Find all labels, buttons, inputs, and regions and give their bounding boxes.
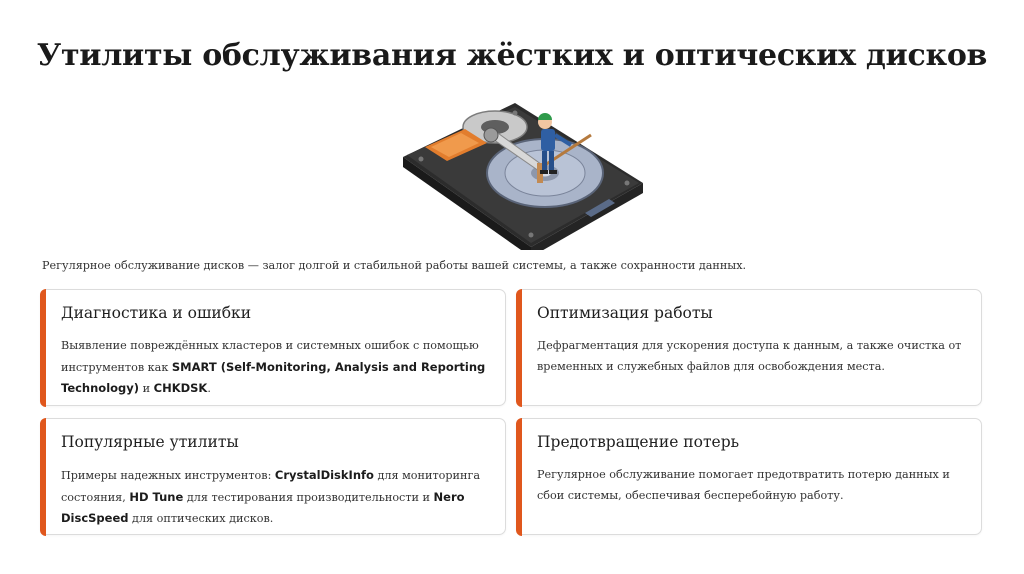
card-text: Выявление повреждённых кластеров и системных ошибок с помощью инструментов как SMART (Self-Monitoring, Analysis and Reporting Technology) и CHKDSK.	[61, 339, 486, 395]
card-heading: Оптимизация работы	[537, 304, 713, 322]
card-heading: Популярные утилиты	[61, 433, 239, 451]
card-heading: Предотвращение потерь	[537, 433, 740, 451]
card-optimization	[516, 289, 982, 406]
card-text: Дефрагментация для ускорения доступа к данным, а также очистка от временных и служебных файлов для освобождения места.	[537, 339, 962, 373]
card-diagnostics	[40, 289, 506, 406]
card-popular-utilities	[40, 418, 506, 535]
page-title: Утилиты обслуживания жёстких и оптических дисков	[36, 38, 988, 73]
hard-drive-with-technician-icon	[395, 95, 645, 250]
card-text: Регулярное обслуживание помогает предотвратить потерю данных и сбои системы, обеспечивая бесперебойную работу.	[537, 468, 950, 502]
card-heading: Диагностика и ошибки	[61, 304, 252, 322]
card-loss-prevention	[516, 418, 982, 535]
card-text: Примеры надежных инструментов: CrystalDiskInfo для мониторинга состояния, HD Tune для тестирования производительности и Nero DiscSpeed для оптических дисков.	[61, 468, 480, 525]
intro-text: Регулярное обслуживание дисков — залог долгой и стабильной работы вашей системы, а также сохранности данных.	[42, 259, 747, 272]
